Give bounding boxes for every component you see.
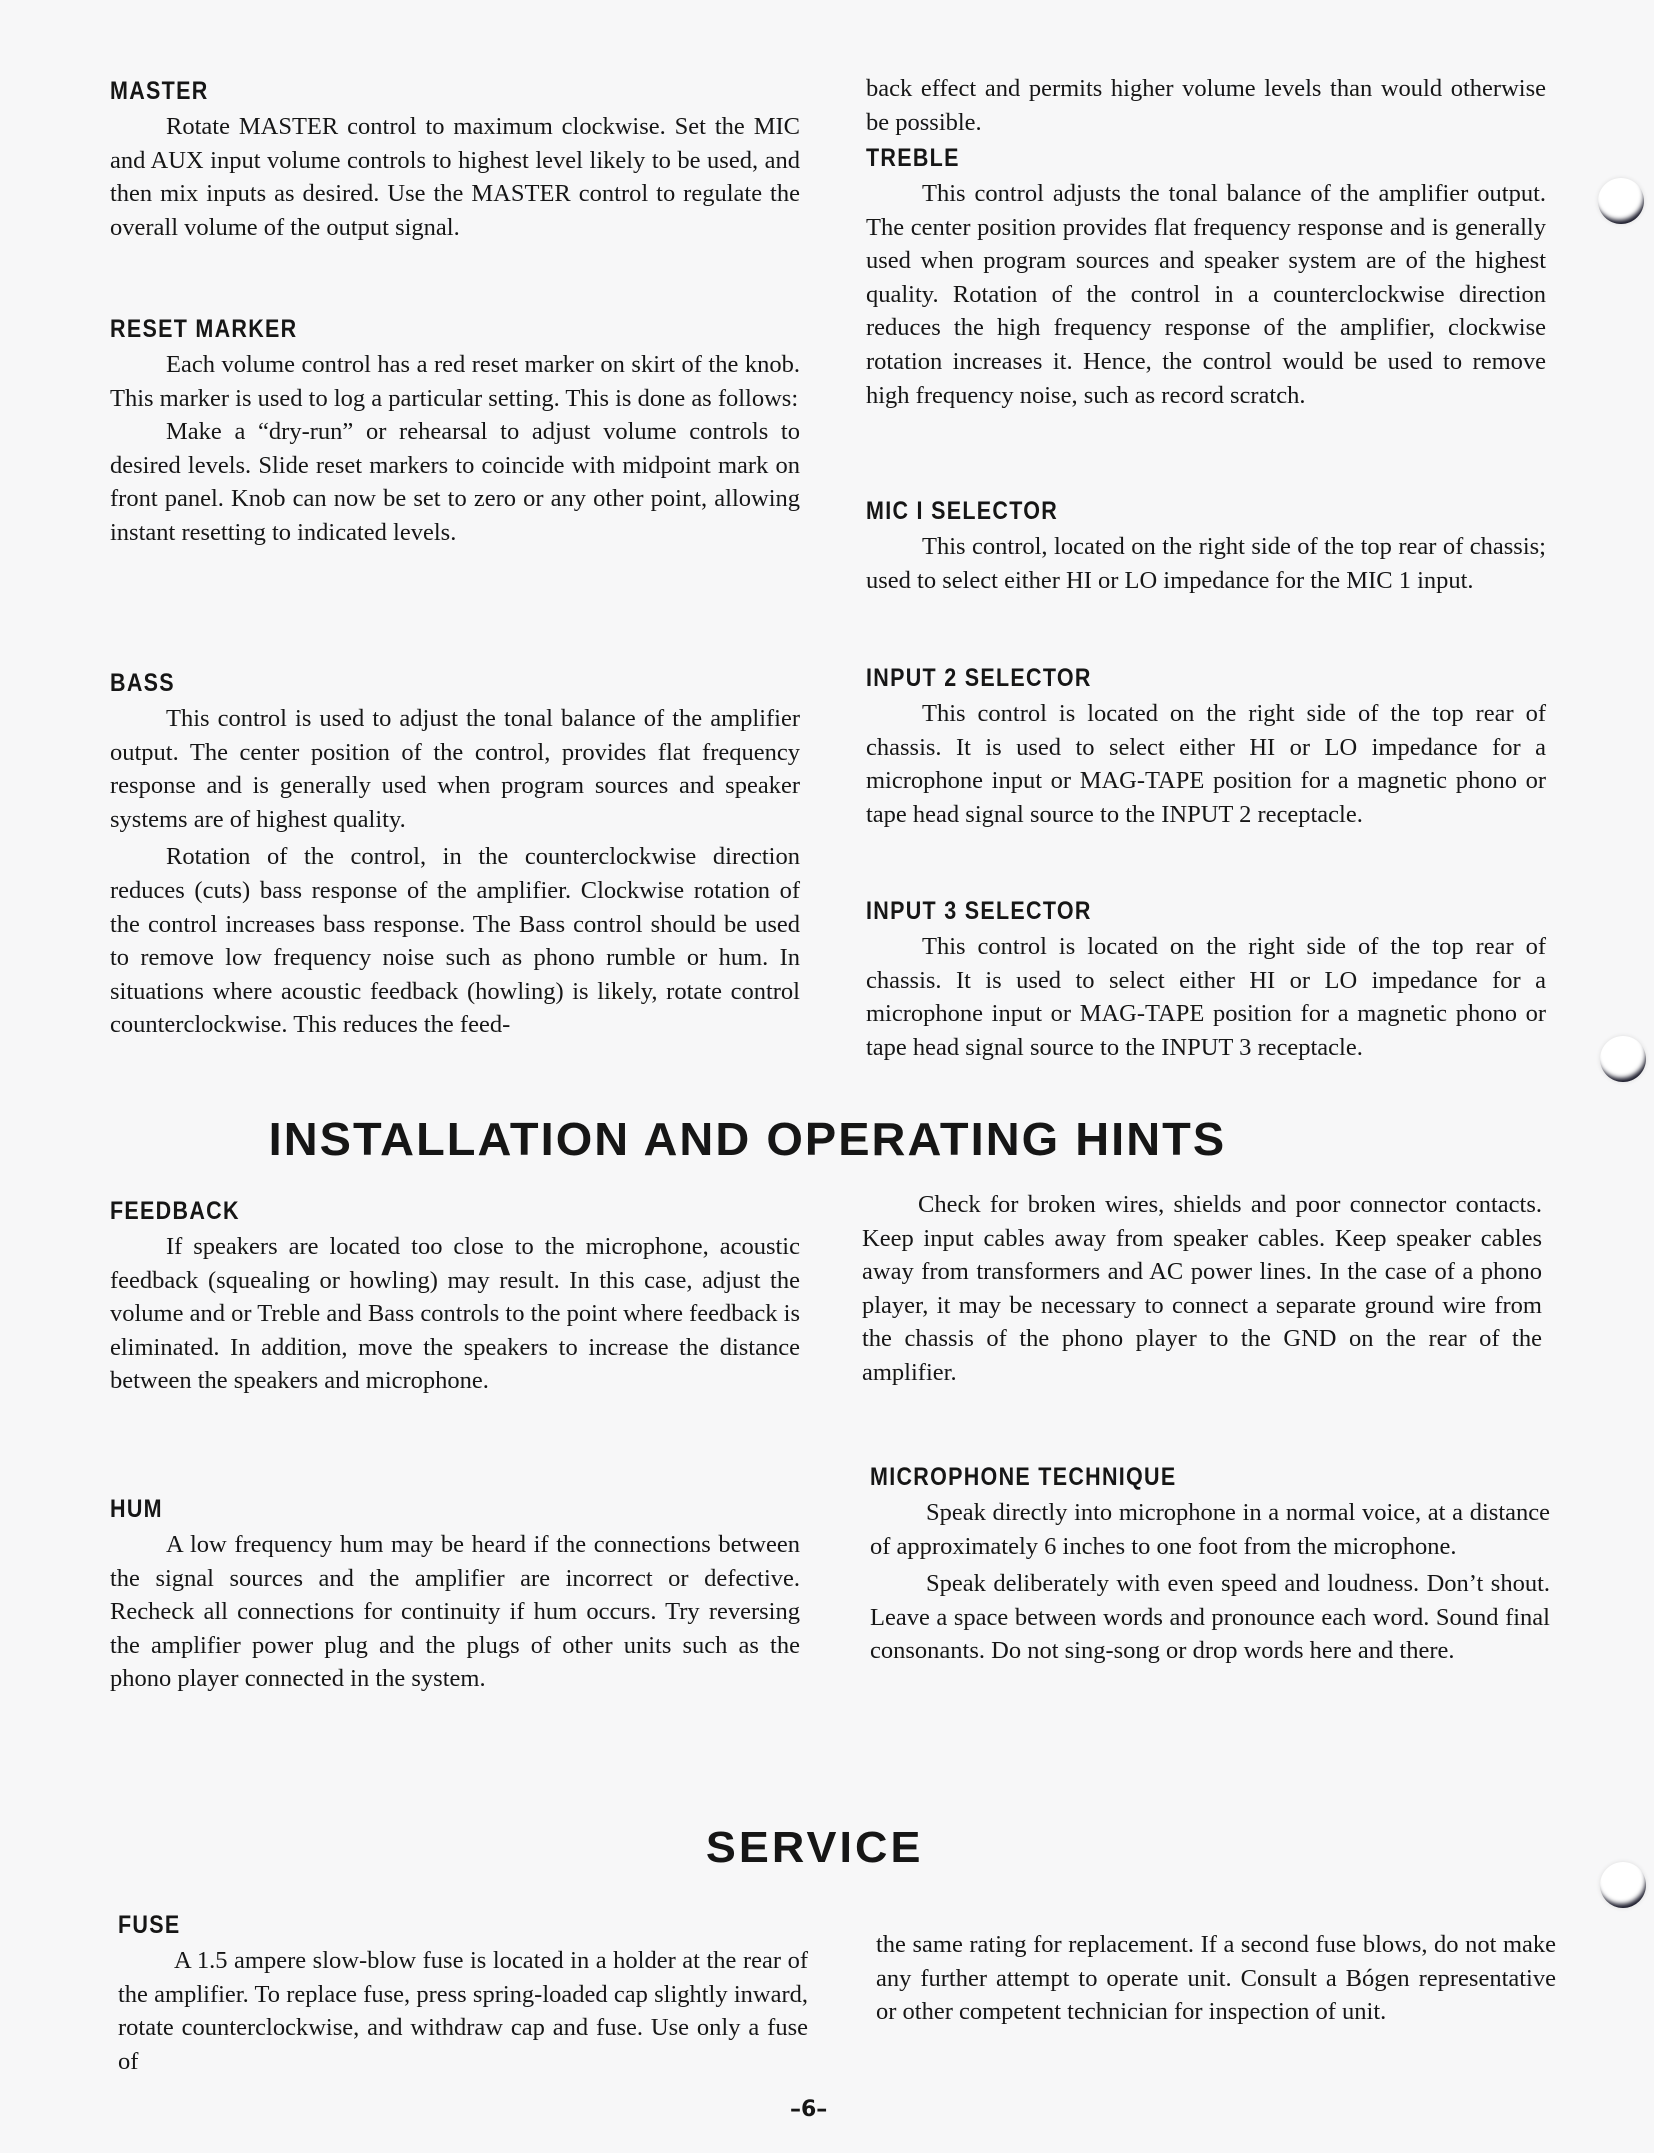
section-fuse	[118, 1910, 808, 2078]
section-connections	[862, 1188, 1542, 1390]
heading-treble: TREBLE	[866, 144, 960, 172]
section-feedback	[110, 1196, 800, 1398]
heading-mic1-selector: MIC I SELECTOR	[866, 497, 1059, 525]
heading-input3-selector: INPUT 3 SELECTOR	[866, 897, 1092, 925]
fuse-continued-paragraph: the same rating for replacement. If a second fuse blows, do not make any further attempt to operate unit. Consult a Bógen representative or other competent technician for inspection of unit.	[876, 1931, 1556, 2026]
hum-paragraph: A low frequency hum may be heard if the connections between the signal sources and the amplifier are incorrect or defective. Recheck all connections for continuity if hum occurs. Try reversing the amplifier power plug and the plugs of other units such as the phono player connected in the system.	[110, 1531, 800, 1693]
input3-selector-paragraph: This control is located on the right side of the top rear of chassis. It is used to select either HI or LO impedance for a microphone input or MAG-TAPE position for a magnetic phono or tape head signal source to the INPUT 3 receptacle.	[866, 933, 1546, 1061]
heading-hum: HUM	[110, 1495, 163, 1523]
page-number: –6–	[790, 2097, 828, 2122]
section-mic1-selector	[866, 496, 1546, 597]
binder-hole-middle	[1600, 1036, 1646, 1082]
mic1-selector-paragraph: This control, located on the right side of the top rear of chassis; used to select either HI or LO impedance for the MIC 1 input.	[866, 533, 1546, 594]
heading-fuse: FUSE	[118, 1911, 181, 1939]
reset-marker-paragraph-2: Make a “dry-run” or rehearsal to adjust volume controls to desired levels. Slide reset markers to coincide with midpoint mark on front panel. Knob can now be set to zero or any other point, allowing instant resetting to indicated levels.	[110, 418, 800, 546]
fuse-paragraph: A 1.5 ampere slow-blow fuse is located in a holder at the rear of the amplifier. To replace fuse, press spring-loaded cap slightly inward, rotate counterclockwise, and withdraw cap and fuse. Use only a fuse of	[118, 1947, 808, 2075]
section-input3-selector	[866, 896, 1546, 1064]
master-paragraph: Rotate MASTER control to maximum clockwise. Set the MIC and AUX input volume controls to highest level likely to be used, and then mix inputs as desired. Use the MASTER control to regulate the overall volume of the output signal.	[110, 113, 800, 241]
section-fuse-continued	[876, 1928, 1556, 2029]
section-bass	[110, 668, 800, 1042]
microphone-technique-paragraph-2: Speak deliberately with even speed and loudness. Don’t shout. Leave a space between words and pronounce each word. Sound final consonants. Do not sing-song or drop words here and there.	[870, 1570, 1550, 1665]
binder-hole-bottom	[1600, 1862, 1646, 1908]
microphone-technique-paragraph-1: Speak directly into microphone in a normal voice, at a distance of approximately 6 inches to one foot from the microphone.	[870, 1499, 1550, 1560]
bass-continued-paragraph: back effect and permits higher volume levels than would otherwise be possible.	[866, 75, 1546, 136]
section-microphone-technique	[870, 1462, 1550, 1668]
section-hum	[110, 1494, 800, 1696]
section-master	[110, 76, 800, 244]
bass-paragraph-2: Rotation of the control, in the counterclockwise direction reduces (cuts) bass response of the amplifier. Clockwise rotation of the control increases bass response. The Bass control should be used to remove low frequency noise such as phono rumble or hum. In situations where acoustic feedback (howling) is likely, rotate control counterclockwise. This reduces the feed-	[110, 843, 800, 1039]
treble-paragraph: This control adjusts the tonal balance of the amplifier output. The center position provides flat frequency response and is generally used when program sources and speaker system are of the highest quality. Rotation of the control in a counterclockwise direction reduces the high frequency response of the amplifier, clockwise rotation increases it. Hence, the control would be used to remove high frequency noise, such as record scratch.	[866, 180, 1546, 409]
heading-bass: BASS	[110, 669, 175, 697]
heading-reset-marker: RESET MARKER	[110, 315, 298, 343]
section-input2-selector	[866, 663, 1546, 831]
input2-selector-paragraph: This control is located on the right side of the top rear of chassis. It is used to select either HI or LO impedance for a microphone input or MAG-TAPE position for a magnetic phono or tape head signal source to the INPUT 2 receptacle.	[866, 700, 1546, 828]
reset-marker-paragraph-1: Each volume control has a red reset marker on skirt of the knob. This marker is used to log a particular setting. This is done as follows:	[110, 351, 800, 412]
heading-microphone-technique: MICROPHONE TECHNIQUE	[870, 1463, 1177, 1491]
section-bass-continued	[866, 72, 1546, 139]
heading-master: MASTER	[110, 77, 209, 105]
bass-paragraph-1: This control is used to adjust the tonal balance of the amplifier output. The center position of the control, provides flat frequency response and is generally used when program sources and speaker systems are of highest quality.	[110, 705, 800, 833]
heading-feedback: FEEDBACK	[110, 1197, 240, 1225]
service-title: SERVICE	[705, 1823, 924, 1872]
installation-title: INSTALLATION AND OPERATING HINTS	[268, 1113, 1227, 1165]
section-reset-marker	[110, 314, 800, 550]
section-treble	[866, 143, 1546, 412]
heading-input2-selector: INPUT 2 SELECTOR	[866, 664, 1092, 692]
binder-hole-top	[1598, 178, 1644, 224]
connections-paragraph: Check for broken wires, shields and poor connector contacts. Keep input cables away from speaker cables. Keep speaker cables away from transformers and AC power lines. In the case of a phono player, it may be necessary to connect a separate ground wire from the chassis of the phono player to the GND on the rear of the amplifier.	[862, 1191, 1542, 1386]
feedback-paragraph: If speakers are located too close to the microphone, acoustic feedback (squealing or howling) may result. In this case, adjust the volume and or Treble and Bass controls to the point where feedback is eliminated. In addition, move the speakers to increase the distance between the speakers and microphone.	[110, 1233, 800, 1395]
